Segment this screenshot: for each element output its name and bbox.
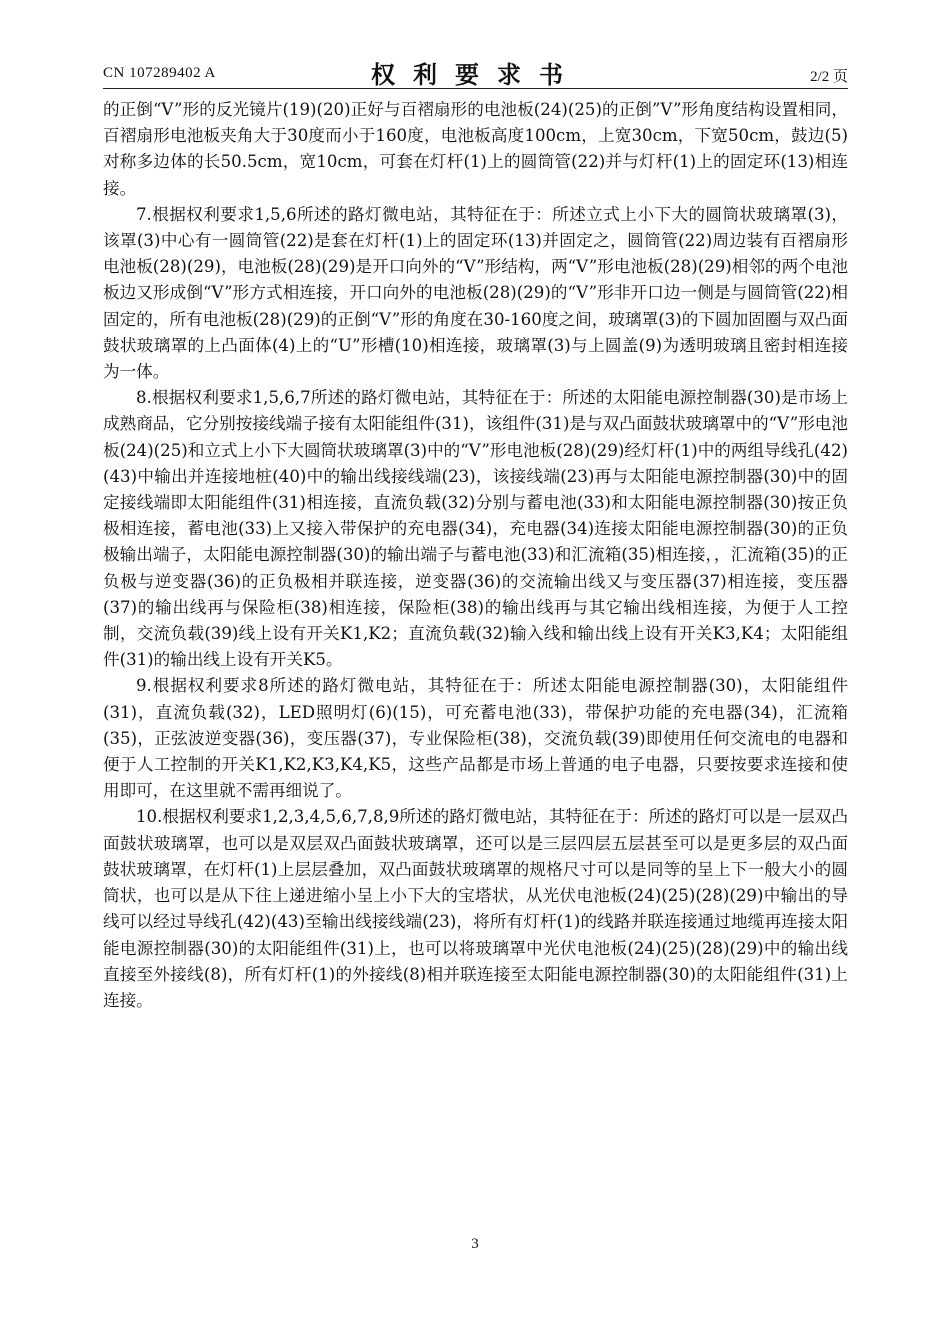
page-indicator: 2/2 页: [810, 69, 848, 85]
claims-body: [103, 97, 848, 1014]
claim-9-paragraph: 9.根据权利要求8所述的路灯微电站，其特征在于：所述太阳能电源控制器(30)，太阳能组件(31)，直流负载(32)，LED照明灯(6)(15)，可充蓄电池(33)，带保护功能的充电器(34)，汇流箱(35)，正弦波逆变器(36)，变压器(37)，专业保险柜(38)，交流负载(39)即使用任何交流电的电器和便于人工控制的开关K1,K2,K3,K4,K5，这些产品都是市场上普通的电子电器，只要按要求连接和使用即可，在这里就不需再细说了。: [103, 676, 848, 801]
publication-number: CN 107289402 A: [103, 65, 216, 81]
page-header: [103, 55, 848, 89]
claim-8-paragraph: 8.根据权利要求1,5,6,7所述的路灯微电站，其特征在于：所述的太阳能电源控制器(30)是市场上成熟商品，它分别按接线端子接有太阳能组件(31)，该组件(31)是与双凸面鼓状玻璃罩中的“V”形电池板(24)(25)和立式上小下大圆筒状玻璃罩(3)中的“V”形电池板(28)(29)经灯杆(1)中的两组导线孔(42)(43)中输出并连接地桩(40)中的输出线接线端(23)，该接线端(23)再与太阳能电源控制器(30)中的固定接线端即太阳能组件(31)相连接，直流负载(32)分别与蓄电池(33)和太阳能电源控制器(30)按正负极相连接，蓄电池(33)上又接入带保护的充电器(34)，充电器(34)连接太阳能电源控制器(30)的正负极输出端子，太阳能电源控制器(30)的输出端子与蓄电池(33)和汇流箱(35)相连接，，汇流箱(35)的正负极与逆变器(36)的正负极相并联连接，逆变器(36)的交流输出线又与变压器(37)相连接，变压器(37)的输出线再与保险柜(38)相连接，保险柜(38)的输出线再与其它输出线相连接，为便于人工控制，交流负载(39)线上设有开关K1,K2；直流负载(32)输入线和输出线上设有开关K3,K4；太阳能组件(31)的输出线上设有开关K5。: [103, 388, 848, 670]
claim-10-paragraph: 10.根据权利要求1,2,3,4,5,6,7,8,9所述的路灯微电站，其特征在于：所述的路灯可以是一层双凸面鼓状玻璃罩，也可以是双层双凸面鼓状玻璃罩，还可以是三层四层五层甚至可以是更多层的双凸面鼓状玻璃罩，在灯杆(1)上层层叠加，双凸面鼓状玻璃罩的规格尺寸可以是同等的呈上下一般大小的圆筒状，也可以是从下往上递进缩小呈上小下大的宝塔状，从光伏电池板(24)(25)(28)(29)中输出的导线可以经过导线孔(42)(43)至输出线接线端(23)，将所有灯杆(1)的线路并联连接通过地缆再连接太阳能电源控制器(30)的太阳能组件(31)上，也可以将玻璃罩中光伏电池板(24)(25)(28)(29)中的输出线直接至外接线(8)，所有灯杆(1)的外接线(8)相并联连接至太阳能电源控制器(30)的太阳能组件(31)上连接。: [103, 807, 848, 1010]
document-title: 权利要求书: [371, 60, 581, 89]
claim-continuation-paragraph: 的正倒“V”形的反光镜片(19)(20)正好与百褶扇形的电池板(24)(25)的正倒”V”形角度结构设置相同，百褶扇形电池板夹角大于30度而小于160度，电池板高度100cm，上宽30cm，下宽50cm，鼓边(5)对称多边体的长50.5cm，宽10cm，可套在灯杆(1)上的圆筒管(22)并与灯杆(1)上的固定环(13)相连接。: [103, 100, 848, 198]
claim-7-paragraph: 7.根据权利要求1,5,6所述的路灯微电站，其特征在于：所述立式上小下大的圆筒状玻璃罩(3)，该罩(3)中心有一圆筒管(22)是套在灯杆(1)上的固定环(13)并固定之，圆筒管(22)周边装有百褶扇形电池板(28)(29)，电池板(28)(29)是开口向外的“V”形结构，两“V”形电池板(28)(29)相邻的两个电池板边又形成倒“V”形方式相连接，开口向外的电池板(28)(29)的“V”形非开口边一侧是与圆筒管(22)相固定的，所有电池板(28)(29)的正倒“V”形的角度在30-160度之间，玻璃罩(3)的下圆加固圈与双凸面鼓状玻璃罩的上凸面体(4)上的“U”形槽(10)相连接，玻璃罩(3)与上圆盖(9)为透明玻璃且密封相连接为一体。: [103, 204, 848, 382]
header-divider: [103, 88, 848, 89]
page-number: 3: [471, 1236, 479, 1252]
